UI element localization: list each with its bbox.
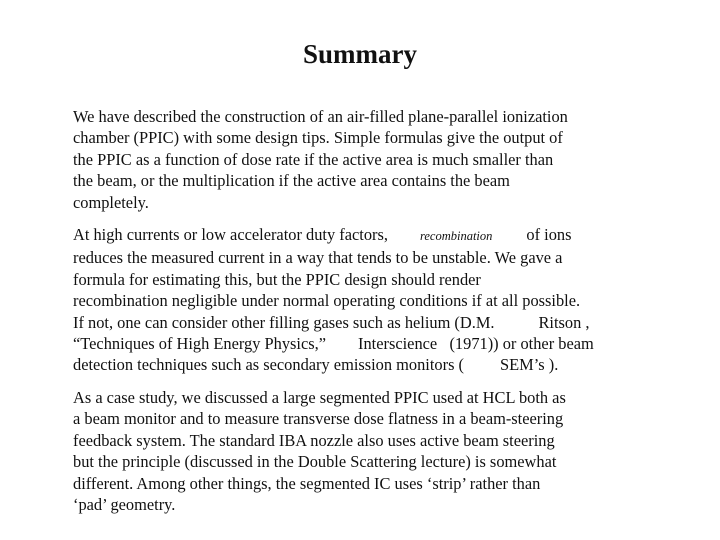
paragraph-line: the beam, or the multiplication if the active area contains the beam [73,171,510,191]
paragraph-line: chamber (PPIC) with some design tips. Simple formulas give the output of [73,128,563,148]
paragraph-line: different. Among other things, the segmented IC uses ‘strip’ rather than [73,473,541,493]
summary-paragraph-1 [73,106,643,213]
line-text: Ritson , [538,312,590,332]
summary-paragraph-3 [73,387,643,515]
paragraph-line: completely. [73,192,149,212]
paragraph-line [73,224,643,247]
line-text: “Techniques of High Energy Physics,” [73,334,327,354]
line-text: At high currents or low accelerator duty factors, [73,225,388,244]
line-text: detection techniques such as secondary emission monitors ( [73,355,465,375]
paragraph-line: As a case study, we discussed a large segmented PPIC used at HCL both as [73,388,566,407]
paragraph-line [73,354,643,375]
paragraph-line: the PPIC as a function of dose rate if the active area is much smaller than [73,149,554,169]
paragraph-line: feedback system. The standard IBA nozzle also uses active beam steering [73,430,555,450]
paragraph-line [73,333,643,354]
line-text: of ions [526,225,572,244]
paragraph-line: reduces the measured current in a way that tends to be unstable. We gave a [73,248,563,268]
slide-title: Summary [303,39,417,69]
paragraph-line: ‘pad’ geometry. [73,495,176,515]
line-text: Interscience (1971)) or other beam [358,334,594,354]
line-text: SEM’s ). [500,355,559,375]
paragraph-line [73,312,643,333]
paragraph-line: We have described the construction of an air-filled plane-parallel ionization [73,107,568,126]
recombination-term: recombination [419,229,493,243]
summary-paragraph-2 [73,224,643,376]
paragraph-line: a beam monitor and to measure transverse dose flatness in a beam-steering [73,409,564,429]
paragraph-line: but the principle (discussed in the Double Scattering lecture) is somewhat [73,452,557,472]
line-text: If not, one can consider other filling gases such as helium (D.M. [73,312,495,332]
paragraph-line: formula for estimating this, but the PPIC design should render [73,269,481,289]
paragraph-line: recombination negligible under normal operating conditions if at all possible. [73,291,581,311]
